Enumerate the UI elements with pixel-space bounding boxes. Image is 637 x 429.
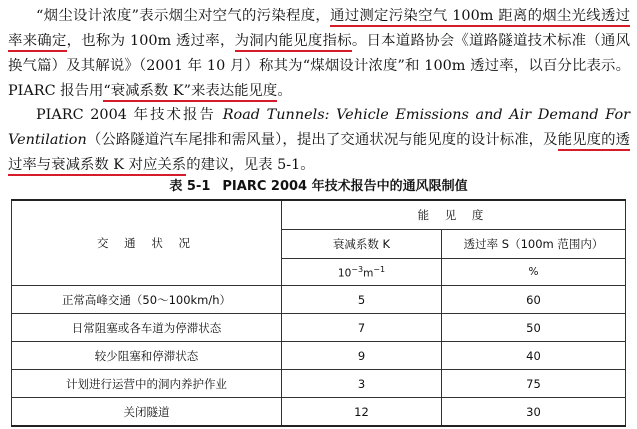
attenuation-unit: $10^{-3}m^{-1}$ <box>282 259 442 286</box>
text-segment: （公路隧道汽车尾排和需风量），提出了交通状况与能见度的设计标准，及 <box>86 132 558 148</box>
condition-cell: 计划进行运营中的洞内养护作业 <box>12 370 282 398</box>
transmittance-cell: 60 <box>442 286 626 314</box>
transmittance-cell: 50 <box>442 314 626 342</box>
condition-cell: 关闭隧道 <box>12 398 282 427</box>
text-segment: ，也称为 100m 透过率， <box>66 33 235 49</box>
paragraph-smoke-concentration <box>8 4 630 104</box>
highlighted-text: “衰减系数 K”来表达能见度 <box>103 83 277 102</box>
table-row <box>12 342 626 370</box>
condition-cell: 正常高峰交通（50～100km/h） <box>12 286 282 314</box>
highlighted-text: 为洞内能见度指标 <box>235 33 352 52</box>
paragraph-piarc-report <box>8 103 630 178</box>
table-row <box>12 398 626 427</box>
report-title: Road Tunnels: Vehicle Emissions and Air Demand For Ventilation <box>8 107 630 148</box>
table-number: 表 5-1 <box>169 179 211 194</box>
attenuation-cell: 12 <box>282 398 442 427</box>
transmittance-cell: 30 <box>442 398 626 427</box>
ventilation-limits-table <box>11 199 626 427</box>
highlighted-text: 能见度的透过率与衰减系数 K 对应关系 <box>8 132 630 176</box>
table-header-row <box>12 200 626 230</box>
table-caption <box>0 178 637 196</box>
transmittance-header: 透过率 S（100m 范围内） <box>442 230 626 259</box>
table-row <box>12 370 626 398</box>
attenuation-cell: 3 <box>282 370 442 398</box>
text-segment: 。日本道路协会《道路隧道技术标准（通风换气篇）及其解说》（2001 年 10 月）称其为“煤烟设计浓度”和 100m 透过率，以百分比表示。PIARC 报告用 <box>8 33 630 99</box>
condition-cell: 日常阻塞或各车道为停滞状态 <box>12 314 282 342</box>
text-segment: 的建议，见表 5-1。 <box>186 157 315 173</box>
attenuation-coefficient-header: 衰减系数 K <box>282 230 442 259</box>
attenuation-cell: 5 <box>282 286 442 314</box>
transmittance-unit: % <box>442 259 626 286</box>
traffic-condition-header: 交 通 状 况 <box>12 200 282 286</box>
attenuation-cell: 9 <box>282 342 442 370</box>
text-segment: 。 <box>277 83 292 99</box>
highlighted-text: 通过测定污染空气 100m 距离的烟尘光线透过率来确定 <box>8 8 630 52</box>
text-segment: “烟尘设计浓度”表示烟尘对空气的污染程度， <box>36 8 331 24</box>
attenuation-cell: 7 <box>282 314 442 342</box>
transmittance-cell: 40 <box>442 342 626 370</box>
table-row <box>12 314 626 342</box>
table-title: PIARC 2004 年技术报告中的通风限制值 <box>222 179 468 194</box>
visibility-header: 能 见 度 <box>282 200 626 230</box>
text-segment: PIARC 2004 年技术报告 <box>36 107 223 123</box>
transmittance-cell: 75 <box>442 370 626 398</box>
table-row <box>12 286 626 314</box>
condition-cell: 较少阻塞和停滞状态 <box>12 342 282 370</box>
